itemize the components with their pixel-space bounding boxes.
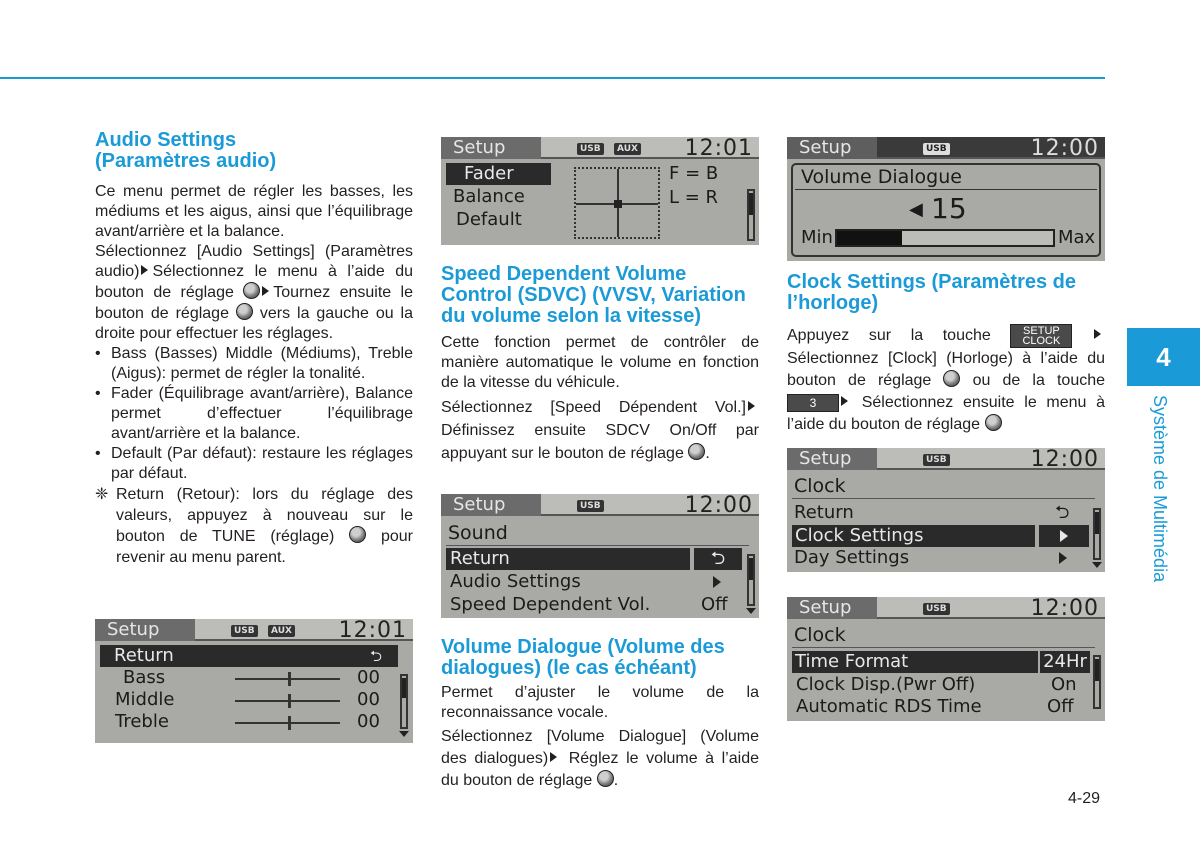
middle-slider[interactable] xyxy=(235,700,340,702)
return-icon: ⮌ xyxy=(369,647,382,665)
lcd-clock-menu xyxy=(787,448,1105,572)
column-clock-settings xyxy=(787,272,1105,436)
return-note: ❈ Return (Retour): lors du réglage des valeurs, appuyez à nouveau sur le bouton de TUNE (réglage) pour revenir au menu parent. xyxy=(95,486,414,566)
tune-knob-icon xyxy=(985,414,1002,431)
middle-value: 00 xyxy=(357,689,380,710)
scroll-down-icon xyxy=(746,608,756,614)
list-item: • Fader (Équilibrage avant/arrière), Balance permet d’effectuer l’équilibrage avant/arrière et la balance. xyxy=(95,384,413,444)
chevron-right-icon xyxy=(1060,530,1068,542)
menu-item-bass[interactable]: Bass xyxy=(123,667,166,688)
tune-knob-icon xyxy=(943,370,960,387)
arrow-icon xyxy=(550,752,557,762)
lcd-title: Setup xyxy=(441,137,541,159)
scroll-down-icon xyxy=(399,731,409,737)
chevron-right-icon xyxy=(1059,552,1067,564)
top-rule xyxy=(0,77,1105,79)
arrow-icon xyxy=(262,286,269,296)
scroll-down-icon xyxy=(1092,562,1102,568)
menu-item-clock-disp[interactable]: Clock Disp.(Pwr Off) xyxy=(796,674,976,695)
slider-handle[interactable] xyxy=(288,716,291,730)
speaker-icon: ◀ xyxy=(909,199,923,220)
heading-clock-settings: Clock Settings (Paramètres de l’horloge) xyxy=(787,271,1076,314)
lcd-subtitle: Clock xyxy=(794,475,846,497)
audio-instructions: Sélectionnez [Audio Settings] (Paramètres audio) Sélectionnez le menu à l’aide du bouton de réglage Tournez ensuite le bouton de réglage vers la gauche ou la droite pour effectuer les réglages. xyxy=(95,243,414,342)
column-sdvc xyxy=(441,264,759,465)
sdvc-intro: Cette fonction permet de contrôler de manière automatique le volume en fonction de la vitesse du véhicule. xyxy=(441,334,759,391)
sdv-value: Off xyxy=(701,594,728,615)
usb-badge: USB xyxy=(923,143,950,155)
vd-intro: Permet d’ajuster le volume de la reconnaissance vocale. xyxy=(441,684,759,721)
rds-time-value: Off xyxy=(1047,696,1074,717)
usb-badge: USB xyxy=(577,500,604,512)
menu-item-fader[interactable]: Fader xyxy=(446,163,551,185)
clock-disp-value: On xyxy=(1051,674,1077,695)
menu-item-return[interactable]: Return ⮌ xyxy=(100,645,398,667)
tune-knob-icon xyxy=(243,282,260,299)
lcd-subtitle: Sound xyxy=(448,522,508,544)
menu-item-clock-settings-arrow[interactable] xyxy=(1039,525,1089,547)
lcd-volume-dialogue xyxy=(787,137,1105,261)
lcd-clock: 12:00 xyxy=(1030,448,1099,472)
audio-bullets xyxy=(95,344,413,484)
sdvc-instructions: Sélectionnez [Speed Dépendent Vol.] Définissez ensuite SDCV On/Off par appuyant sur le bouton de réglage . xyxy=(441,399,759,462)
menu-item-audio-settings[interactable]: Audio Settings xyxy=(450,571,581,592)
scrollbar[interactable] xyxy=(747,554,755,606)
lcd-title: Setup xyxy=(787,597,877,619)
lcd-clock: 12:00 xyxy=(1030,597,1099,621)
vd-instructions: Sélectionnez [Volume Dialogue] (Volume des dialogues) Réglez le volume à l’aide du bouton de réglage . xyxy=(441,728,759,789)
lcd-title: Setup xyxy=(787,448,877,470)
lcd-title: Setup xyxy=(95,619,195,641)
heading-volume-dialogue: Volume Dialogue (Volume des dialogues) (le cas échéant) xyxy=(441,636,725,679)
bass-slider[interactable] xyxy=(235,678,340,680)
lcd-title: Setup xyxy=(787,137,877,159)
list-item: • Default (Par défaut): restaure les réglages par défaut. xyxy=(95,444,413,484)
scrollbar[interactable] xyxy=(400,674,408,729)
lcd-sound xyxy=(441,494,759,618)
scrollbar[interactable] xyxy=(1093,655,1101,709)
lcd-clock: 12:01 xyxy=(684,137,753,161)
chapter-number-tab: 4 xyxy=(1127,328,1200,386)
lcd-clock: 12:00 xyxy=(684,494,753,518)
note-mark: ❈ xyxy=(95,486,109,503)
menu-item-automatic-rds-time[interactable]: Automatic RDS Time xyxy=(796,696,982,717)
arrow-icon xyxy=(841,396,848,406)
heading-sdvc: Speed Dependent Volume Control (SDVC) (VVSV, Variation du volume selon la vitesse) xyxy=(441,263,746,327)
list-item: • Bass (Basses) Middle (Médiums), Treble (Aigus): permet de régler la tonalité. xyxy=(95,344,413,384)
lcd-clock: 12:00 xyxy=(1030,137,1099,161)
arrow-icon xyxy=(748,401,755,411)
chapter-title: Système de Multimédia xyxy=(1150,395,1170,583)
usb-badge: USB xyxy=(923,603,950,615)
time-format-value: 24Hr xyxy=(1040,651,1090,673)
key-3: 3 xyxy=(787,394,839,412)
tune-knob-icon xyxy=(688,443,705,460)
menu-item-return[interactable]: Return xyxy=(446,548,690,570)
usb-badge: USB xyxy=(231,625,258,637)
lcd-clock-settings xyxy=(787,597,1105,721)
scrollbar[interactable] xyxy=(747,189,755,241)
setup-clock-key: SETUP CLOCK xyxy=(1010,324,1072,348)
menu-item-default[interactable]: Default xyxy=(456,209,522,230)
tune-knob-icon xyxy=(597,770,614,787)
menu-item-speed-dependent-vol[interactable]: Speed Dependent Vol. xyxy=(450,594,651,615)
lcd-subtitle: Clock xyxy=(794,624,846,646)
menu-item-time-format[interactable]: Time Format xyxy=(792,651,1038,673)
bass-value: 00 xyxy=(357,667,380,688)
page-number: 4-29 xyxy=(1068,790,1101,807)
aux-badge: AUX xyxy=(268,625,295,637)
tune-knob-icon xyxy=(349,526,366,543)
treble-slider[interactable] xyxy=(235,722,340,724)
scrollbar[interactable] xyxy=(1093,508,1101,560)
heading-audio-settings: Audio Settings (Paramètres audio) xyxy=(95,129,277,172)
balance-value: L = R xyxy=(669,187,719,208)
menu-item-treble[interactable]: Treble xyxy=(115,711,169,732)
slider-handle[interactable] xyxy=(288,672,291,686)
aux-badge: AUX xyxy=(614,143,641,155)
tune-knob-icon xyxy=(236,303,253,320)
treble-value: 00 xyxy=(357,711,380,732)
column-audio-settings xyxy=(95,130,413,568)
menu-item-middle[interactable]: Middle xyxy=(115,689,175,710)
arrow-icon xyxy=(1094,329,1101,339)
usb-badge: USB xyxy=(577,143,604,155)
column-volume-dialogue xyxy=(441,637,759,792)
volume-dialogue-panel xyxy=(791,163,1101,257)
return-icon: ⮌ xyxy=(694,548,742,570)
lcd-fader xyxy=(441,137,759,245)
volume-value: 15 xyxy=(931,192,967,225)
volume-bar-fill xyxy=(837,231,902,245)
volume-bar[interactable] xyxy=(835,229,1055,247)
lcd-subtitle: Volume Dialogue xyxy=(801,166,962,188)
menu-item-return[interactable]: Return xyxy=(794,502,854,523)
clock-instructions: Appuyez sur la touche SETUP CLOCK Sélectionnez [Clock] (Horloge) à l’aide du bouton de réglage ou de la touche 3 Sélectionnez ensuite le menu à l’aide du bouton de réglage xyxy=(787,325,1106,433)
lcd-audio-settings xyxy=(95,619,413,743)
audio-intro: Ce menu permet de régler les basses, les médiums et les aigus, ainsi que l’équilibrage avant/arrière et la balance. xyxy=(95,183,413,240)
chevron-right-icon xyxy=(713,576,721,588)
fader-value: F = B xyxy=(669,163,719,184)
min-label: Min xyxy=(801,227,833,248)
menu-item-balance[interactable]: Balance xyxy=(453,186,525,207)
fader-grid[interactable] xyxy=(574,167,660,239)
lcd-title: Setup xyxy=(441,494,541,516)
max-label: Max xyxy=(1058,227,1096,248)
slider-handle[interactable] xyxy=(288,694,291,708)
usb-badge: USB xyxy=(923,454,950,466)
lcd-clock: 12:01 xyxy=(338,619,407,643)
fader-position-marker xyxy=(614,200,622,208)
menu-item-clock-settings[interactable]: Clock Settings xyxy=(792,525,1035,547)
arrow-icon xyxy=(141,265,148,275)
menu-item-day-settings[interactable]: Day Settings xyxy=(794,547,910,568)
return-icon: ⮌ xyxy=(1055,502,1070,523)
